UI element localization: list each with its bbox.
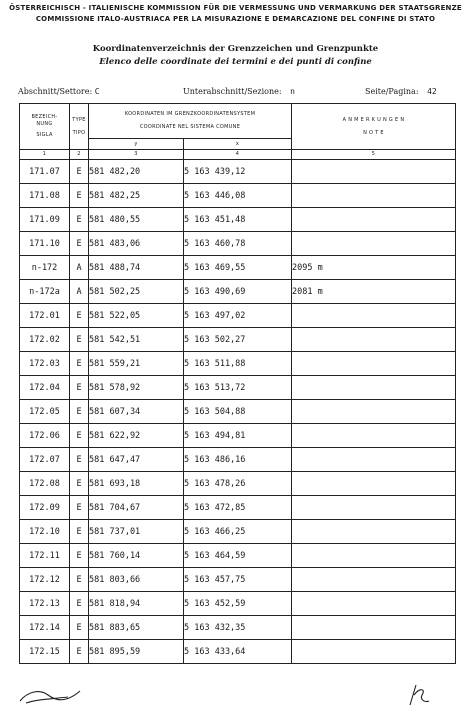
type-header: [70, 104, 89, 150]
type-cell: E: [70, 496, 89, 520]
page-label: Seite/Pagina:: [365, 87, 419, 96]
designation-header-de: BEZEICH-NUNG: [31, 114, 58, 127]
x-coordinate-cell: 5 163 511,88: [184, 352, 292, 376]
x-coordinate-cell: 5 163 478,26: [184, 472, 292, 496]
document-title-german: Koordinatenverzeichnis der Grenzzeichen und Grenzpunkte: [92, 44, 379, 54]
y-coordinate-cell: 581 622,92: [89, 424, 184, 448]
x-coordinate-cell: 5 163 494,81: [184, 424, 292, 448]
y-coordinate-cell: 581 803,66: [89, 568, 184, 592]
y-coordinate-cell: 581 818,94: [89, 592, 184, 616]
y-coordinate-cell: 581 522,05: [89, 304, 184, 328]
note-cell: [292, 208, 456, 232]
designation-cell: 172.15: [20, 640, 70, 664]
type-cell: E: [70, 232, 89, 256]
note-cell: [292, 568, 456, 592]
designation-cell: 172.10: [20, 520, 70, 544]
note-cell: [292, 304, 456, 328]
type-cell: E: [70, 352, 89, 376]
type-header-it: TIPO: [72, 129, 86, 136]
type-cell: E: [70, 568, 89, 592]
document-title-italian: Elenco delle coordinate dei termini e dei punti di confine: [99, 57, 372, 67]
designation-cell: 172.14: [20, 616, 70, 640]
designation-cell: 172.02: [20, 328, 70, 352]
table-row: [20, 184, 456, 208]
coordinates-header: [89, 104, 292, 139]
column-number-5: 5: [292, 150, 456, 160]
note-cell: [292, 352, 456, 376]
x-coordinate-cell: 5 163 433,64: [184, 640, 292, 664]
y-header: y: [89, 139, 184, 150]
page-field: [365, 87, 437, 96]
type-cell: E: [70, 208, 89, 232]
designation-cell: 172.06: [20, 424, 70, 448]
type-cell: E: [70, 472, 89, 496]
note-cell: [292, 520, 456, 544]
y-coordinate-cell: 581 488,74: [89, 256, 184, 280]
subsection-label: Unterabschnitt/Sezione:: [183, 87, 282, 96]
x-coordinate-cell: 5 163 497,02: [184, 304, 292, 328]
column-number-3: 3: [89, 150, 184, 160]
y-coordinate-cell: 581 483,06: [89, 232, 184, 256]
note-cell: [292, 448, 456, 472]
note-cell: [292, 184, 456, 208]
y-coordinate-cell: 581 647,47: [89, 448, 184, 472]
type-cell: A: [70, 280, 89, 304]
x-coordinate-cell: 5 163 472,85: [184, 496, 292, 520]
type-cell: E: [70, 184, 89, 208]
designation-cell: n-172a: [20, 280, 70, 304]
designation-cell: 172.01: [20, 304, 70, 328]
table-row: [20, 520, 456, 544]
type-cell: A: [70, 256, 89, 280]
table-row: [20, 256, 456, 280]
type-cell: E: [70, 376, 89, 400]
x-coordinate-cell: 5 163 457,75: [184, 568, 292, 592]
subsection-field: [183, 87, 295, 96]
y-coordinate-cell: 581 895,59: [89, 640, 184, 664]
table-row: [20, 496, 456, 520]
type-cell: E: [70, 160, 89, 184]
x-coordinate-cell: 5 163 486,16: [184, 448, 292, 472]
x-coordinate-cell: 5 163 490,69: [184, 280, 292, 304]
type-cell: E: [70, 520, 89, 544]
type-cell: E: [70, 400, 89, 424]
designation-cell: n-172: [20, 256, 70, 280]
section-label: Abschnitt/Settore:: [18, 87, 93, 96]
note-cell: [292, 424, 456, 448]
type-cell: E: [70, 640, 89, 664]
designation-header-it: SIGLA: [36, 132, 53, 138]
x-coordinate-cell: 5 163 452,59: [184, 592, 292, 616]
note-cell: 2081 m: [292, 280, 456, 304]
table-row: [20, 160, 456, 184]
x-coordinate-cell: 5 163 432,35: [184, 616, 292, 640]
designation-cell: 172.04: [20, 376, 70, 400]
note-cell: [292, 400, 456, 424]
signature-right: [404, 681, 432, 709]
column-number-1: 1: [20, 150, 70, 160]
y-coordinate-cell: 581 482,25: [89, 184, 184, 208]
note-cell: [292, 640, 456, 664]
type-cell: E: [70, 328, 89, 352]
type-cell: E: [70, 616, 89, 640]
type-cell: E: [70, 424, 89, 448]
table-row: [20, 400, 456, 424]
section-field: [18, 87, 100, 96]
x-header: x: [184, 139, 292, 150]
notes-header-de: A N M E R K U N G E N: [342, 116, 405, 123]
x-coordinate-cell: 5 163 451,48: [184, 208, 292, 232]
type-cell: E: [70, 544, 89, 568]
designation-cell: 172.09: [20, 496, 70, 520]
designation-cell: 172.12: [20, 568, 70, 592]
note-cell: [292, 472, 456, 496]
x-coordinate-cell: 5 163 513,72: [184, 376, 292, 400]
y-coordinate-cell: 581 482,20: [89, 160, 184, 184]
note-cell: [292, 376, 456, 400]
y-coordinate-cell: 581 578,92: [89, 376, 184, 400]
designation-cell: 171.09: [20, 208, 70, 232]
designation-cell: 172.03: [20, 352, 70, 376]
designation-cell: 172.13: [20, 592, 70, 616]
page-value: 42: [427, 87, 437, 96]
table-row: [20, 424, 456, 448]
notes-header-it: N O T E: [363, 129, 384, 136]
table-row: [20, 592, 456, 616]
designation-cell: 171.08: [20, 184, 70, 208]
y-coordinate-cell: 581 883,65: [89, 616, 184, 640]
table-row: [20, 352, 456, 376]
note-cell: [292, 496, 456, 520]
table-row: [20, 376, 456, 400]
table-row: [20, 616, 456, 640]
table-row: [20, 208, 456, 232]
type-cell: E: [70, 448, 89, 472]
table-row: [20, 568, 456, 592]
x-coordinate-cell: 5 163 464,59: [184, 544, 292, 568]
coordinate-table: [19, 103, 456, 664]
x-coordinate-cell: 5 163 446,08: [184, 184, 292, 208]
designation-cell: 172.07: [20, 448, 70, 472]
commission-header-german: ÖSTERREICHISCH - ITALIENISCHE KOMMISSION FÜR DIE VERMESSUNG UND VERMARKUNG DER STAATSGRENZE: [9, 4, 462, 12]
x-coordinate-cell: 5 163 466,25: [184, 520, 292, 544]
y-coordinate-cell: 581 480,55: [89, 208, 184, 232]
designation-cell: 172.05: [20, 400, 70, 424]
designation-cell: 171.10: [20, 232, 70, 256]
note-cell: [292, 544, 456, 568]
note-cell: [292, 328, 456, 352]
table-header-row: [20, 104, 456, 139]
table-row: [20, 640, 456, 664]
signature-left: [18, 685, 88, 707]
coordinates-header-it: COORDINATE NEL SISTEMA COMUNE: [139, 124, 241, 130]
y-coordinate-cell: 581 542,51: [89, 328, 184, 352]
x-coordinate-cell: 5 163 502,27: [184, 328, 292, 352]
type-header-de: TYPE: [72, 116, 86, 123]
designation-cell: 171.07: [20, 160, 70, 184]
note-cell: 2095 m: [292, 256, 456, 280]
table-row: [20, 304, 456, 328]
table-row: [20, 280, 456, 304]
section-value: C: [94, 87, 100, 96]
y-coordinate-cell: 581 693,18: [89, 472, 184, 496]
note-cell: [292, 232, 456, 256]
y-coordinate-cell: 581 760,14: [89, 544, 184, 568]
type-cell: E: [70, 592, 89, 616]
x-coordinate-cell: 5 163 504,88: [184, 400, 292, 424]
table-row: [20, 448, 456, 472]
note-cell: [292, 616, 456, 640]
table-row: [20, 232, 456, 256]
x-coordinate-cell: 5 163 469,55: [184, 256, 292, 280]
type-cell: E: [70, 304, 89, 328]
y-coordinate-cell: 581 502,25: [89, 280, 184, 304]
subsection-value: n: [290, 87, 295, 96]
commission-header-italian: COMMISSIONE ITALO-AUSTRIACA PER LA MISURAZIONE E DEMARCAZIONE DEL CONFINE DI STATO: [35, 15, 436, 23]
y-coordinate-cell: 581 737,01: [89, 520, 184, 544]
table-row: [20, 328, 456, 352]
designation-header: [20, 104, 70, 150]
table-body: [20, 160, 456, 664]
notes-header: [292, 104, 456, 150]
table-row: [20, 472, 456, 496]
designation-cell: 172.11: [20, 544, 70, 568]
column-number-row: [20, 150, 456, 160]
x-coordinate-cell: 5 163 439,12: [184, 160, 292, 184]
y-coordinate-cell: 581 704,67: [89, 496, 184, 520]
note-cell: [292, 160, 456, 184]
y-coordinate-cell: 581 607,34: [89, 400, 184, 424]
column-number-4: 4: [184, 150, 292, 160]
coordinates-header-de: KOORDINATEN IM GRENZKOORDINATENSYSTEM: [124, 111, 256, 117]
x-coordinate-cell: 5 163 460,78: [184, 232, 292, 256]
column-number-2: 2: [70, 150, 89, 160]
note-cell: [292, 592, 456, 616]
y-coordinate-cell: 581 559,21: [89, 352, 184, 376]
designation-cell: 172.08: [20, 472, 70, 496]
table-row: [20, 544, 456, 568]
